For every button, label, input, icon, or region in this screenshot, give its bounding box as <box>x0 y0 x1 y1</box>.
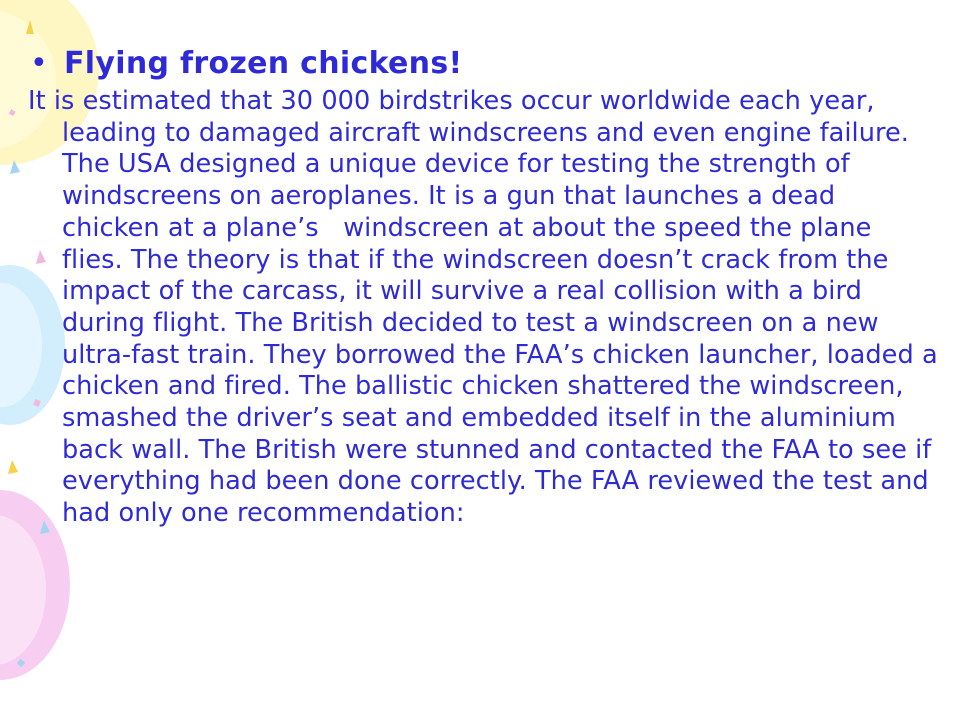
slide-heading: Flying frozen chickens! <box>64 46 463 81</box>
heading-bullet <box>28 42 940 86</box>
bullet-icon: • <box>30 46 48 81</box>
slide-content <box>28 42 946 530</box>
body-paragraph: It is estimated that 30 000 birdstrikes occur worldwide each year, leading to damaged aircraft windscreens and even engine failure. The USA designed a unique device for testing the strength of windscreens on aeroplanes. It is a gun that launches a dead chicken at a plane’s windscreen at about the speed the plane flies. The theory is that if the windscreen doesn’t crack from the impact of the carcass, it will survive a real collision with a bird during flight. The British decided to test a windscreen on a new ultra-fast train. They borrowed the FAA’s chicken launcher, loaded a chicken and fired. The ballistic chicken shattered the windscreen, smashed the driver’s seat and embedded itself in the aluminium back wall. The British were stunned and contacted the FAA to see if everything had been done correctly. The FAA reviewed the test and had only one recommendation: <box>28 86 946 529</box>
